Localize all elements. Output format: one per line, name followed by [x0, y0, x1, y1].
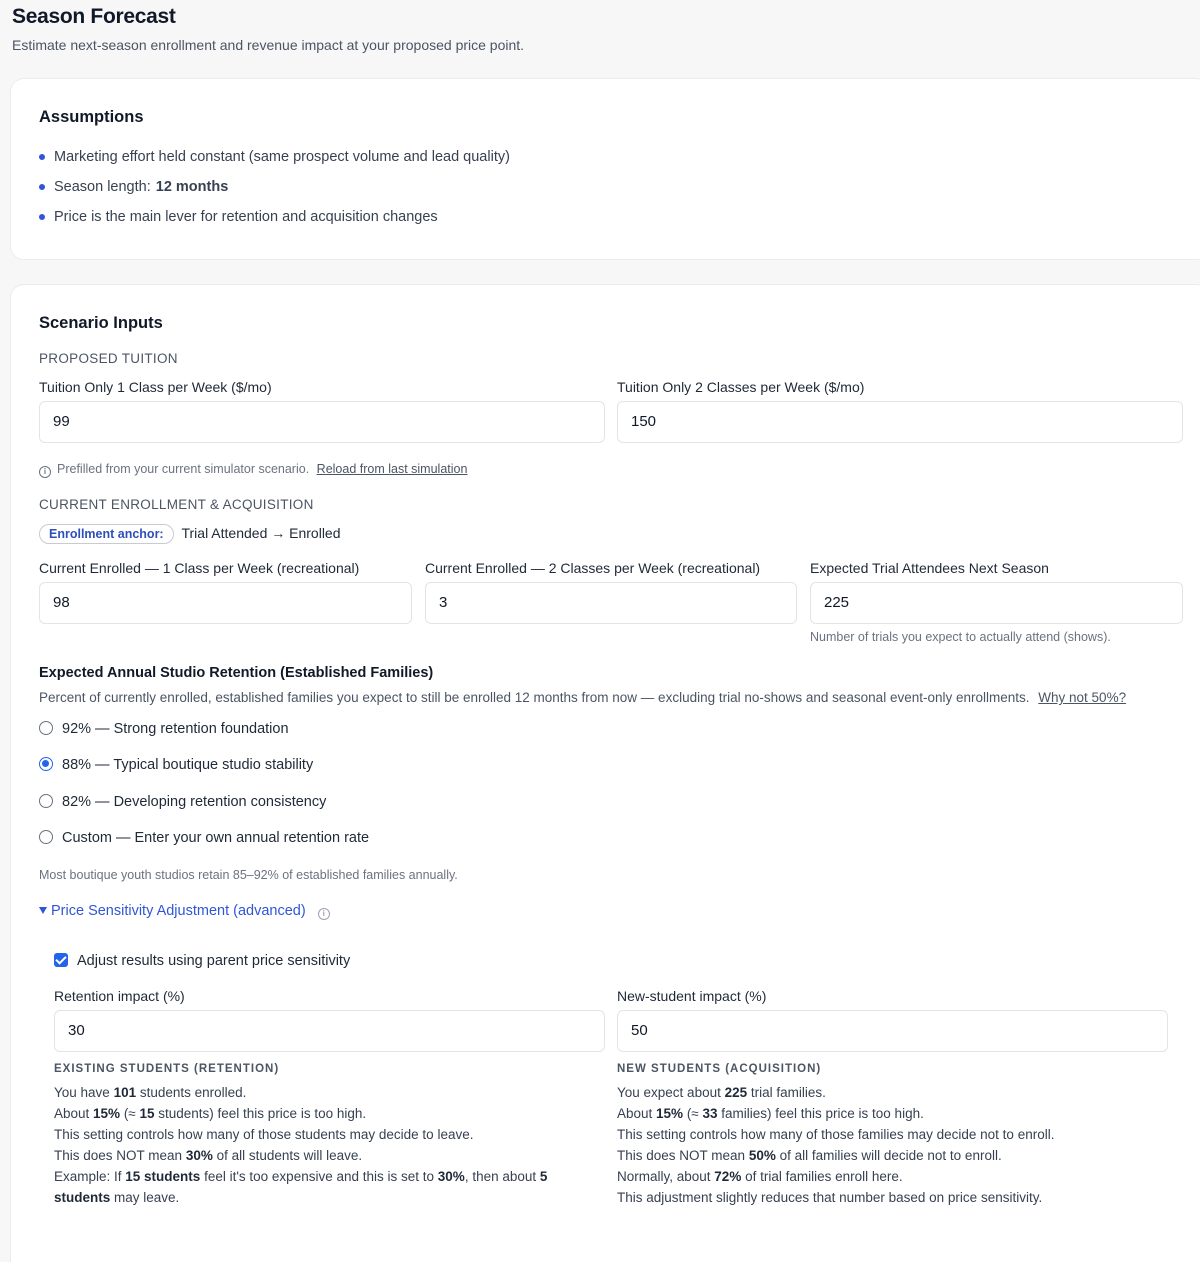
retention-impact-label: Retention impact (%) — [54, 988, 185, 1004]
existing-students-explanation — [54, 1082, 584, 1208]
new-line-2: About 15% (≈ 33 families) feel this price is too high. — [617, 1106, 924, 1121]
tuition-2-classes-label: Tuition Only 2 Classes per Week ($/mo) — [617, 379, 865, 395]
existing-line-3: This setting controls how many of those students may decide to leave. — [54, 1127, 474, 1142]
new-students-heading: NEW STUDENTS (ACQUISITION) — [617, 1063, 822, 1075]
retention-option-82-label: 82% — Developing retention consistency — [62, 794, 327, 810]
why-not-50-link[interactable]: Why not 50%? — [1038, 690, 1127, 705]
new-line-3: This setting controls how many of those families may decide not to enroll. — [617, 1127, 1055, 1142]
new-line-5: Normally, about 72% of trial families enroll here. — [617, 1169, 903, 1184]
scenario-card — [10, 284, 1200, 1262]
page-subtitle: Estimate next-season enrollment and revenue impact at your proposed price point. — [12, 37, 525, 53]
price-sensitivity-checkbox-row[interactable] — [54, 953, 350, 969]
radio-92[interactable] — [39, 721, 53, 735]
disclosure-triangle-icon — [39, 907, 47, 914]
enrollment-acquisition-heading: CURRENT ENROLLMENT & ACQUISITION — [39, 497, 314, 512]
radio-88[interactable] — [39, 757, 53, 771]
price-sensitivity-checkbox-label: Adjust results using parent price sensitivity — [77, 953, 351, 969]
existing-line-5: Example: If 15 students feel it's too expensive and this is set to 30%, then about 5 — [54, 1169, 548, 1184]
assumptions-title: Assumptions — [39, 108, 144, 126]
retention-option-92[interactable] — [39, 719, 289, 739]
price-sensitivity-checkbox[interactable] — [54, 953, 68, 967]
assumption-season-length — [39, 177, 510, 207]
trial-attendees-label: Expected Trial Attendees Next Season — [810, 560, 1049, 576]
new-line-6: This adjustment slightly reduces that number based on price sensitivity. — [617, 1190, 1043, 1205]
existing-line-4: This does NOT mean 30% of all students will leave. — [54, 1148, 363, 1163]
tuition-1-class-input[interactable]: 99 — [39, 401, 605, 443]
assumptions-list — [39, 147, 510, 237]
trial-attendees-input[interactable]: 225 — [810, 582, 1183, 624]
retention-title: Expected Annual Studio Retention (Established Families) — [39, 665, 434, 681]
enrolled-2-classes-input[interactable]: 3 — [425, 582, 797, 624]
assumptions-card — [10, 78, 1200, 260]
radio-custom[interactable] — [39, 830, 53, 844]
enrolled-2-classes-label: Current Enrolled — 2 Classes per Week (recreational) — [425, 560, 761, 576]
enrollment-anchor-row — [39, 524, 341, 544]
existing-line-2: About 15% (≈ 15 students) feel this price is too high. — [54, 1106, 367, 1121]
enrolled-1-class-input[interactable]: 98 — [39, 582, 412, 624]
tuition-1-class-label: Tuition Only 1 Class per Week ($/mo) — [39, 379, 272, 395]
prefill-note — [39, 462, 467, 478]
new-student-impact-input[interactable]: 50 — [617, 1010, 1168, 1052]
assumption-price-lever-text: Price is the main lever for retention and acquisition changes — [54, 209, 438, 225]
assumption-price-lever — [39, 207, 510, 237]
retention-option-88-label: 88% — Typical boutique studio stability — [62, 757, 314, 773]
assumption-marketing-text: Marketing effort held constant (same prospect volume and lead quality) — [54, 149, 510, 165]
prefill-note-text: Prefilled from your current simulator scenario. — [57, 462, 310, 476]
retention-option-88[interactable] — [39, 755, 313, 775]
retention-description — [39, 690, 1126, 705]
scenario-title: Scenario Inputs — [39, 314, 163, 332]
existing-line-1: You have 101 students enrolled. — [54, 1085, 247, 1100]
new-students-explanation — [617, 1082, 1177, 1208]
radio-82[interactable] — [39, 794, 53, 808]
info-icon: i — [39, 466, 51, 478]
retention-description-text: Percent of currently enrolled, established families you expect to still be enrolled 12 months from now — excluding trial no-shows and seasonal event-only enrollments. — [39, 690, 1030, 705]
retention-option-custom-label: Custom — Enter your own annual retention rate — [62, 830, 370, 846]
season-length-value: 12 months — [155, 179, 229, 195]
price-sensitivity-toggle[interactable] — [39, 903, 330, 920]
proposed-tuition-heading: PROPOSED TUITION — [39, 351, 178, 366]
tuition-2-classes-input[interactable]: 150 — [617, 401, 1183, 443]
price-sensitivity-summary: Price Sensitivity Adjustment (advanced) — [51, 903, 306, 919]
trial-attendees-hint: Number of trials you expect to actually attend (shows). — [810, 630, 1111, 644]
sensitivity-info-icon[interactable]: i — [318, 908, 330, 920]
assumption-marketing — [39, 147, 510, 177]
enrollment-anchor-text: Trial Attended → Enrolled — [181, 525, 341, 541]
page-title: Season Forecast — [12, 5, 176, 28]
retention-option-82[interactable] — [39, 792, 326, 812]
retention-option-custom[interactable] — [39, 828, 369, 848]
new-line-4: This does NOT mean 50% of all families will decide not to enroll. — [617, 1148, 1002, 1163]
enrollment-anchor-badge: Enrollment anchor: — [39, 524, 174, 544]
existing-students-heading: EXISTING STUDENTS (RETENTION) — [54, 1063, 280, 1075]
retention-footnote: Most boutique youth studios retain 85–92% of established families annually. — [39, 868, 458, 882]
season-length-label: Season length: — [54, 179, 151, 195]
retention-impact-input[interactable]: 30 — [54, 1010, 605, 1052]
new-student-impact-label: New-student impact (%) — [617, 988, 767, 1004]
enrolled-1-class-label: Current Enrolled — 1 Class per Week (recreational) — [39, 560, 360, 576]
existing-line-6: students may leave. — [54, 1190, 180, 1205]
reload-simulation-link[interactable]: Reload from last simulation — [316, 462, 468, 476]
retention-option-92-label: 92% — Strong retention foundation — [62, 721, 289, 737]
new-line-1: You expect about 225 trial families. — [617, 1085, 826, 1100]
